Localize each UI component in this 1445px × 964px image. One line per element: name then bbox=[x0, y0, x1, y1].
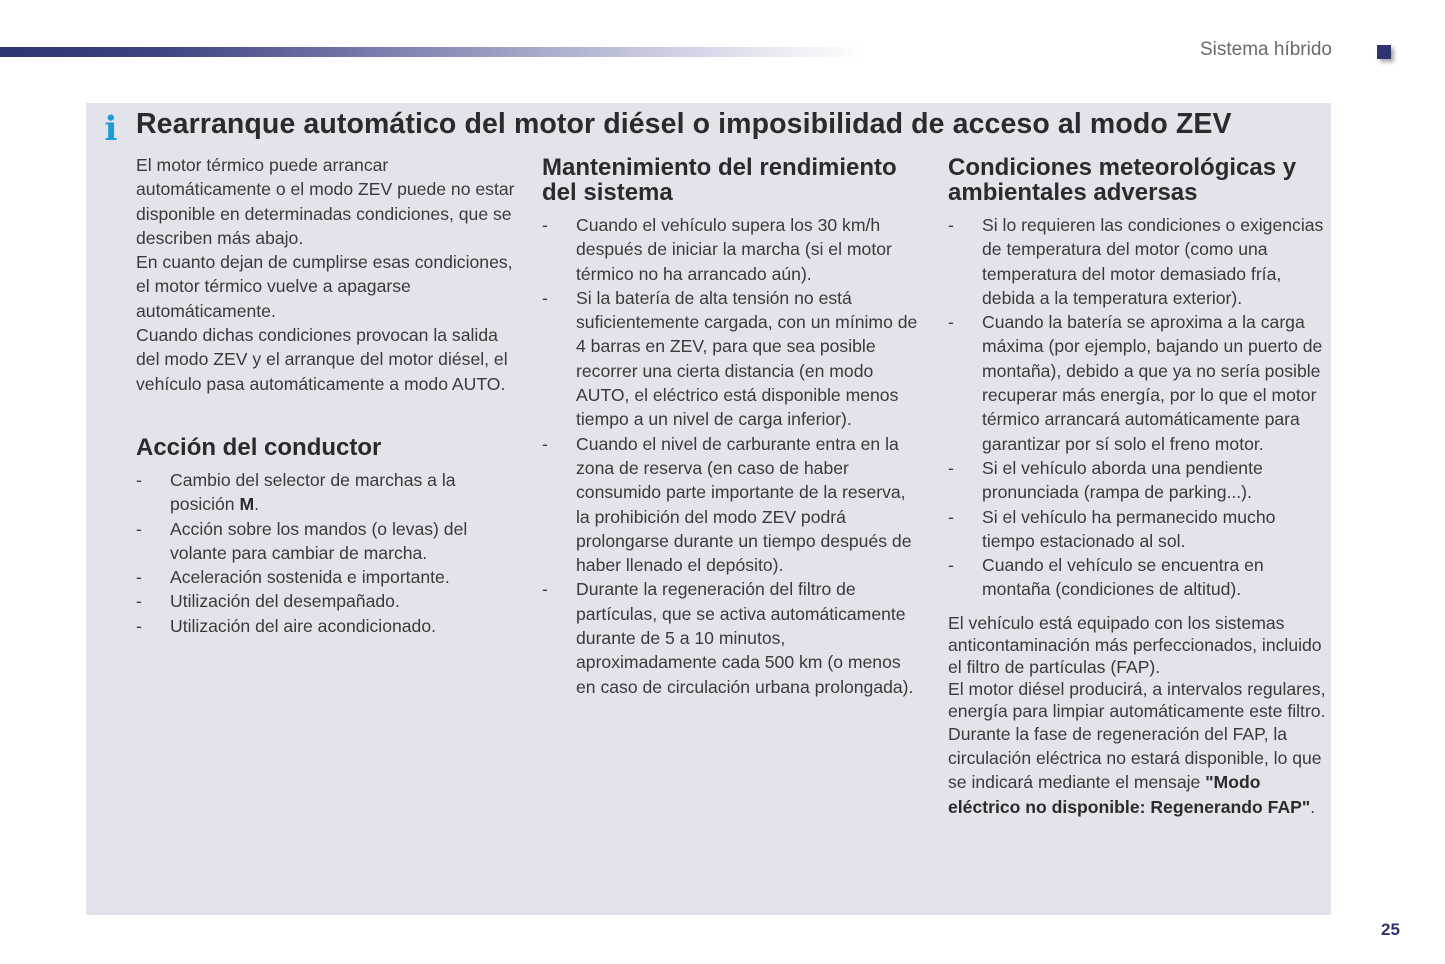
list-item: - Cuando el vehículo supera los 30 km/h después de iniciar la marcha (si el motor térmico no ha arrancado aún). bbox=[542, 215, 892, 284]
driver-action-list bbox=[136, 468, 516, 638]
intro-paragraph-2: En cuanto dejan de cumplirse esas condiciones, el motor térmico vuelve a apagarse automáticamente. bbox=[136, 252, 513, 321]
column-weather bbox=[948, 155, 1328, 819]
list-item: - Si lo requieren las condiciones o exigencias de temperatura del motor (como una temperatura del motor demasiado fría, debida a la temperatura exterior). bbox=[948, 215, 1324, 308]
list-item: - Acción sobre los mandos (o levas) del volante para cambiar de marcha. bbox=[136, 518, 468, 563]
fap-note-1: El vehículo está equipado con los sistemas anticontaminación más perfeccionados, incluido el filtro de partículas (FAP). bbox=[948, 612, 1322, 677]
list-item: - Aceleración sostenida e importante. bbox=[136, 567, 450, 588]
intro-paragraph-1: El motor térmico puede arrancar automáticamente o el modo ZEV puede no estar disponible en determinadas condiciones, que se describen más abajo. bbox=[136, 155, 515, 248]
corner-marker bbox=[1377, 45, 1391, 59]
fap-note-2: El motor diésel producirá, a intervalos regulares, energía para limpiar automáticamente este filtro. bbox=[948, 678, 1326, 721]
maintenance-title: Mantenimiento del rendimiento del sistema bbox=[542, 154, 897, 206]
intro-paragraph-3: Cuando dichas condiciones provocan la salida del modo ZEV y el arranque del motor diésel, el vehículo pasa automáticamente a modo AUTO. bbox=[136, 325, 508, 394]
list-item: - Durante la regeneración del filtro de partículas, que se activa automáticamente durante de 5 a 10 minutos, aproximadamente cada 500 km (o menos en caso de circulación urbana prolongada). bbox=[542, 579, 914, 697]
fap-message: "Modo eléctrico no disponible: Regenerando FAP" bbox=[948, 772, 1311, 817]
list-item: - Utilización del desempañado. bbox=[136, 591, 400, 612]
page-number: 25 bbox=[1381, 920, 1400, 939]
weather-title: Condiciones meteorológicas y ambientales adversas bbox=[948, 154, 1297, 206]
info-icon: i bbox=[104, 109, 118, 149]
list-item: - Si el vehículo aborda una pendiente pronunciada (rampa de parking...). bbox=[948, 457, 1263, 503]
header-gradient-bar bbox=[0, 47, 860, 57]
page-title: Rearranque automático del motor diésel o imposibilidad de acceso al modo ZEV bbox=[136, 108, 1232, 140]
weather-list bbox=[948, 213, 1328, 602]
list-item: - Si el vehículo ha permanecido mucho tiempo estacionado al sol. bbox=[948, 506, 1276, 551]
driver-action-title: Acción del conductor bbox=[136, 433, 382, 461]
list-item: - Cambio del selector de marchas a la posición M. bbox=[136, 469, 456, 515]
list-item: - Utilización del aire acondicionado. bbox=[136, 615, 437, 636]
column-maintenance bbox=[542, 155, 922, 699]
maintenance-list bbox=[542, 213, 922, 699]
list-item: - Cuando el vehículo se encuentra en montaña (condiciones de altitud). bbox=[948, 555, 1264, 600]
section-header: Sistema híbrido bbox=[1199, 39, 1332, 60]
list-item: - Si la batería de alta tensión no está suficientemente cargada, con un mínimo de 4 barras en ZEV, para que sea posible recorrer una cierta distancia (en modo AUTO, el eléctrico está disponible menos tiempo a un nivel de carga inferior). bbox=[542, 287, 918, 430]
list-item: - Cuando la batería se aproxima a la carga máxima (por ejemplo, bajando un puerto de montaña), debido a que ya no sería posible recuperar más energía, por lo que el motor térmico arrancará automáticamente para garantizar por sí solo el freno motor. bbox=[948, 312, 1323, 454]
column-intro bbox=[136, 153, 516, 638]
list-item: - Cuando el nivel de carburante entra en la zona de reserva (en caso de haber consumido parte importante de la reserva, la prohibición del modo ZEV podrá prolongarse durante un tiempo después de haber llenado el depósito). bbox=[542, 433, 912, 576]
fap-note-3: Durante la fase de regeneración del FAP, la circulación eléctrica no estará disponible, lo que se indicará mediante el mensaje "Modo eléctrico no disponible: Regenerando FAP". bbox=[948, 723, 1322, 817]
